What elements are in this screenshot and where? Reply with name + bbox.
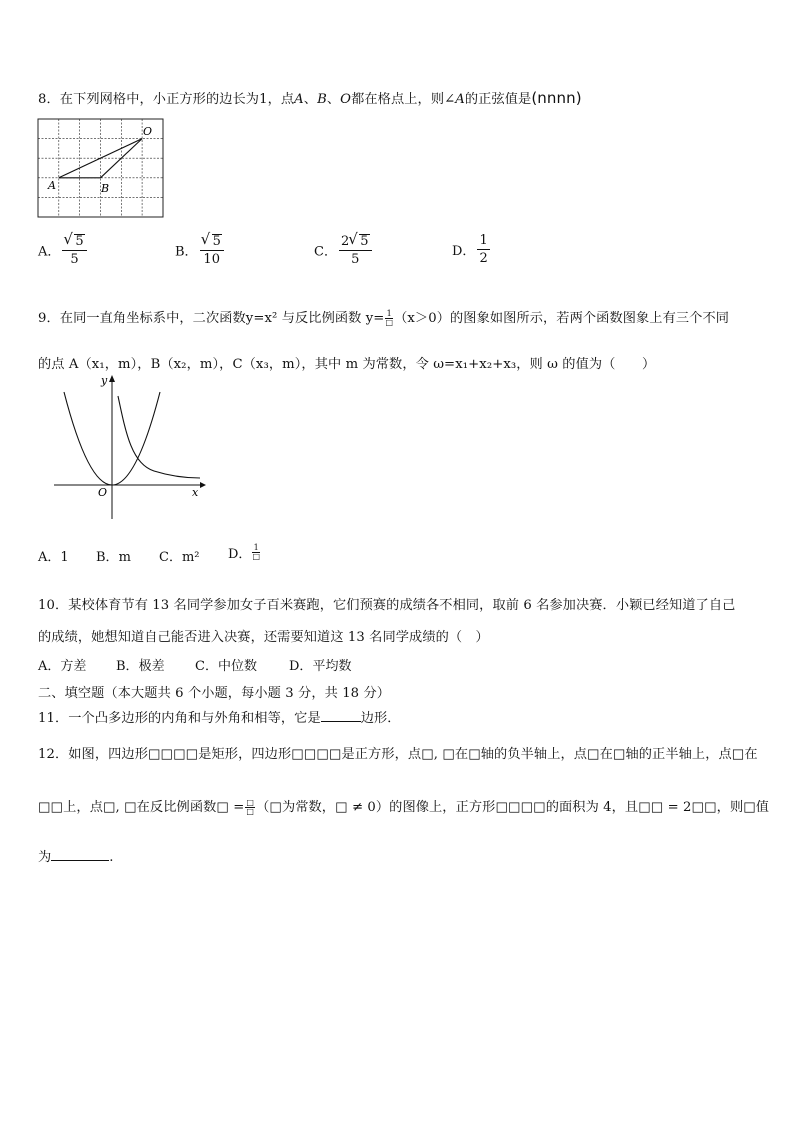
option-letter: C． bbox=[314, 244, 337, 260]
option-value: 平均数 bbox=[312, 659, 352, 674]
q12-line-1: 12．如图，四边形□□□□是矩形，四边形□□□□是正方形，点□, □在□轴的负半轴上，点□在□轴的正半轴上，点□在 bbox=[38, 747, 758, 762]
option-letter: D． bbox=[228, 547, 252, 562]
q12-answer-blank[interactable] bbox=[51, 860, 109, 861]
q8-point-a: A bbox=[294, 92, 304, 107]
option-value: m² bbox=[181, 550, 200, 565]
q8-angle-vertex: A bbox=[455, 92, 465, 107]
graph-label-y: y bbox=[101, 374, 108, 387]
q12-text-pre: □□上，点□, □在反比例函数□ = bbox=[38, 800, 245, 815]
q8-text-pre: 8．在下列网格中，小正方形的边长为1，点 bbox=[38, 92, 295, 107]
grid-label-o: O bbox=[143, 125, 153, 138]
q12-inline-fraction bbox=[245, 799, 255, 816]
q9-function-graph bbox=[54, 374, 206, 522]
denominator: 5 bbox=[70, 252, 79, 267]
q9-option-b bbox=[96, 546, 131, 565]
q8-stem bbox=[38, 88, 582, 107]
q9-line-2: 的点 A（x₁，m），B（x₂，m），C（x₃，m），其中 m 为常数，令 ω=x₁+x₂+x₃，则 ω 的值为（ ） bbox=[38, 357, 656, 372]
radicand: 5 bbox=[75, 234, 84, 249]
grid-label-a: A bbox=[48, 179, 56, 192]
option-letter: D． bbox=[289, 659, 313, 674]
numerator: 1 bbox=[479, 233, 488, 248]
q9-line-1 bbox=[38, 307, 729, 327]
option-letter: B． bbox=[175, 244, 198, 260]
q12-text-post: （□为常数，□ ≠ 0）的图像上，正方形□□□□的面积为 4，且□□ = 2□□，则□值 bbox=[256, 800, 770, 815]
q10-option-a bbox=[38, 655, 86, 674]
grid-label-b: B bbox=[101, 182, 110, 195]
q8-option-d bbox=[452, 234, 492, 265]
q8-text-mid: 都在格点上，则∠ bbox=[351, 92, 456, 107]
option-letter: B． bbox=[116, 659, 139, 674]
numerator: 1 bbox=[386, 309, 392, 318]
q11-answer-blank[interactable] bbox=[321, 721, 361, 722]
q12-line-3 bbox=[38, 846, 114, 865]
q9-option-d bbox=[228, 543, 261, 562]
q9-option-c bbox=[159, 546, 200, 565]
q11-text-post: 边形． bbox=[360, 711, 401, 726]
radicand: 5 bbox=[360, 234, 369, 249]
option-letter: B． bbox=[96, 550, 119, 565]
q9-text-pre: 9．在同一直角坐标系中，二次函数y=x² 与反比例函数 y= bbox=[38, 311, 385, 326]
q12-line-2 bbox=[38, 796, 769, 816]
denominator: □ bbox=[252, 552, 260, 561]
q8-sep: 、 bbox=[303, 92, 318, 107]
numerator: 1 bbox=[253, 543, 259, 552]
q8-text-post: 的正弦值是 bbox=[464, 92, 532, 107]
option-value: 1 bbox=[60, 550, 69, 565]
q12-text-pre-blank: 为 bbox=[38, 850, 52, 865]
q10-option-b bbox=[116, 655, 165, 674]
coefficient: 2 bbox=[340, 234, 350, 249]
q10-line-1: 10．某校体育节有 13 名同学参加女子百米赛跑，它们预赛的成绩各不相同，取前 6 名参加决赛．小颖已经知道了自己 bbox=[38, 598, 736, 613]
q8-option-a bbox=[38, 234, 89, 266]
q8-option-b bbox=[175, 234, 226, 266]
q8-option-c bbox=[314, 234, 374, 266]
option-fraction bbox=[200, 234, 224, 266]
q8-answer-paren: (nnnn) bbox=[531, 89, 582, 107]
option-letter: A． bbox=[38, 550, 61, 565]
option-value: 方差 bbox=[60, 659, 87, 674]
section-title: 二、填空题（本大题共 6 个小题，每小题 3 分，共 18 分） bbox=[38, 686, 391, 701]
option-letter: C． bbox=[195, 659, 218, 674]
graph-label-x: x bbox=[192, 486, 199, 499]
q10-option-d bbox=[289, 655, 351, 674]
q11-stem bbox=[38, 707, 401, 726]
option-fraction bbox=[339, 234, 372, 266]
option-letter: D． bbox=[452, 244, 476, 259]
option-value: 中位数 bbox=[217, 659, 257, 674]
q9-option-a bbox=[38, 546, 69, 565]
option-fraction bbox=[477, 234, 489, 265]
q9-text-post: （x＞0）的图象如图所示，若两个函数图象上有三个不同 bbox=[394, 311, 730, 326]
q12-text-end: . bbox=[109, 850, 114, 865]
q8-point-b: B bbox=[317, 92, 327, 107]
q10-line-2: 的成绩，她想知道自己能否进入决赛，还需要知道这 13 名同学成绩的（ ） bbox=[38, 630, 489, 645]
denominator: □ bbox=[246, 807, 255, 816]
denominator: 5 bbox=[351, 252, 360, 267]
q10-option-c bbox=[195, 655, 257, 674]
option-letter: A． bbox=[38, 244, 61, 260]
q9-inline-fraction bbox=[385, 310, 393, 327]
denominator: □ bbox=[385, 318, 394, 327]
option-value: 极差 bbox=[138, 659, 165, 674]
option-fraction bbox=[62, 234, 86, 266]
numerator: □ bbox=[246, 798, 255, 807]
q11-text-pre: 11．一个凸多边形的内角和与外角和相等，它是 bbox=[38, 711, 321, 726]
radicand: 5 bbox=[212, 234, 221, 249]
denominator: 10 bbox=[203, 252, 220, 267]
graph-label-origin: O bbox=[98, 486, 108, 499]
option-letter: C． bbox=[159, 550, 182, 565]
denominator: 2 bbox=[479, 251, 488, 266]
q8-sep: 、 bbox=[326, 92, 341, 107]
q8-grid-figure bbox=[37, 118, 165, 219]
option-fraction bbox=[252, 544, 260, 561]
q8-point-o: O bbox=[340, 92, 352, 107]
option-value: m bbox=[118, 550, 131, 565]
option-letter: A． bbox=[38, 659, 61, 674]
